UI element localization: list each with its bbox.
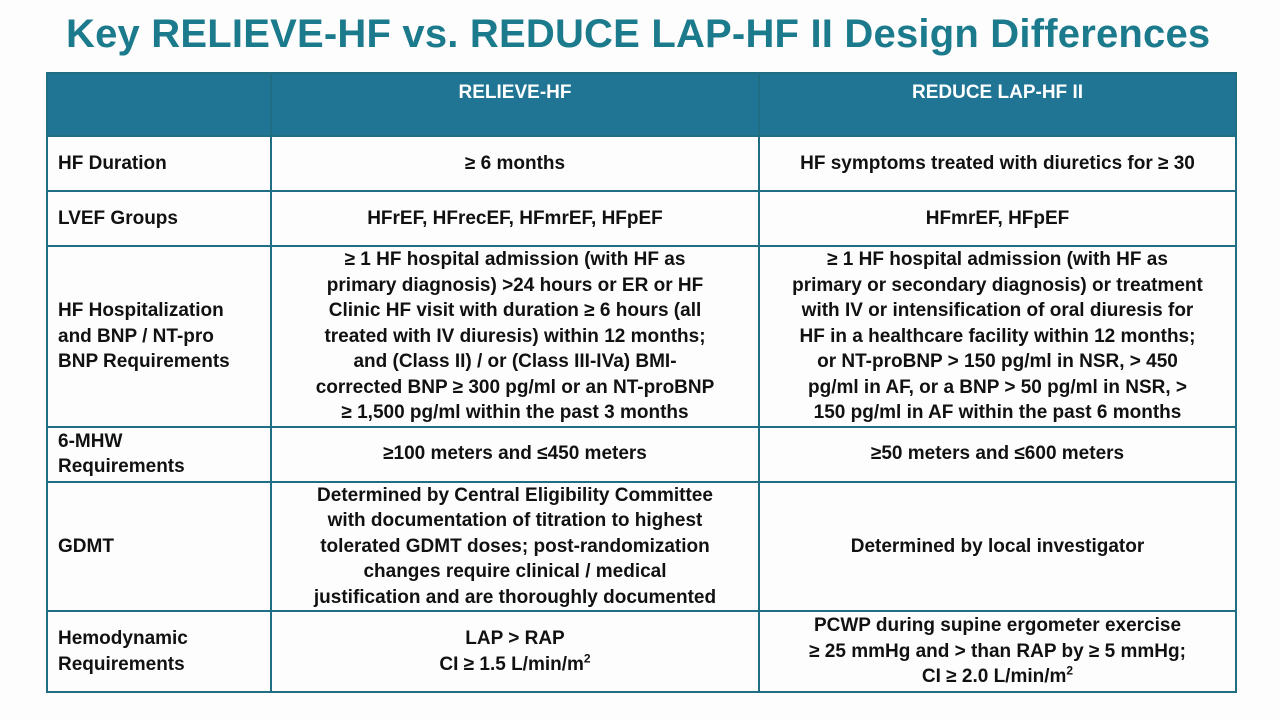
row-label: GDMT: [47, 482, 271, 612]
table-row: [47, 136, 1236, 191]
relieve-hf-cell: ≥ 1 HF hospital admission (with HF as primary diagnosis) >24 hours or ER or HF Clinic HF visit with duration ≥ 6 hours (all treated with IV diuresis) within 12 months; and (Class II) / or (Class III-IVa) BMI- corrected BNP ≥ 300 pg/ml or an NT-proBNP ≥ 1,500 pg/ml within the past 3 months: [271, 246, 759, 427]
reduce-lap-hf-cell: HFmrEF, HFpEF: [759, 191, 1236, 246]
reduce-lap-hf-cell: Determined by local investigator: [759, 482, 1236, 612]
table-row: [47, 611, 1236, 692]
reduce-lap-hf-cell: HF symptoms treated with diuretics for ≥ 30: [759, 136, 1236, 191]
table-row: [47, 482, 1236, 612]
reduce-lap-hf-line: [770, 664, 1225, 690]
relieve-hf-cell: ≥100 meters and ≤450 meters: [271, 427, 759, 482]
row-label: HF Duration: [47, 136, 271, 191]
reduce-lap-hf-cell: ≥50 meters and ≤600 meters: [759, 427, 1236, 482]
header-relieve-hf: RELIEVE-HF: [271, 73, 759, 136]
table-row: [47, 427, 1236, 482]
header-row: [47, 73, 1236, 136]
slide-title: Key RELIEVE-HF vs. REDUCE LAP-HF II Design Differences: [66, 12, 1211, 56]
comparison-table: [46, 72, 1237, 693]
ci-text: CI ≥ 2.0 L/min/m: [921, 666, 1067, 688]
reduce-lap-hf-cell: [759, 611, 1236, 692]
reduce-lap-hf-cell: ≥ 1 HF hospital admission (with HF as primary or secondary diagnosis) or treatment with IV or intensification of oral diuresis for HF in a healthcare facility within 12 months; or NT-proBNP > 150 pg/ml in NSR, > 450 pg/ml in AF, or a BNP > 50 pg/ml in NSR, > 150 pg/ml in AF within the past 6 months: [759, 246, 1236, 427]
row-label: HF Hospitalization and BNP / NT-pro BNP Requirements: [47, 246, 271, 427]
reduce-lap-hf-line: PCWP during supine ergometer exercise: [813, 615, 1182, 637]
relieve-hf-line: [282, 652, 748, 678]
table-row: [47, 246, 1236, 427]
header-label-cell: [47, 73, 271, 136]
ci-text: CI ≥ 1.5 L/min/m: [439, 653, 584, 675]
relieve-hf-line: LAP > RAP: [465, 628, 565, 649]
relieve-hf-cell: ≥ 6 months: [271, 136, 759, 191]
superscript: 2: [583, 651, 591, 666]
row-label: 6-MHW Requirements: [47, 427, 271, 482]
table-row: [47, 191, 1236, 246]
row-label: LVEF Groups: [47, 191, 271, 246]
row-label: Hemodynamic Requirements: [47, 611, 271, 692]
relieve-hf-cell: HFrEF, HFrecEF, HFmrEF, HFpEF: [271, 191, 759, 246]
header-reduce-lap-hf-ii: REDUCE LAP-HF II: [759, 73, 1236, 136]
relieve-hf-cell: [271, 611, 759, 692]
relieve-hf-cell: Determined by Central Eligibility Committee with documentation of titration to highest tolerated GDMT doses; post-randomization changes require clinical / medical justification and are thoroughly documented: [271, 482, 759, 612]
reduce-lap-hf-line: ≥ 25 mmHg and > than RAP by ≥ 5 mmHg;: [809, 640, 1186, 662]
superscript: 2: [1066, 663, 1074, 678]
